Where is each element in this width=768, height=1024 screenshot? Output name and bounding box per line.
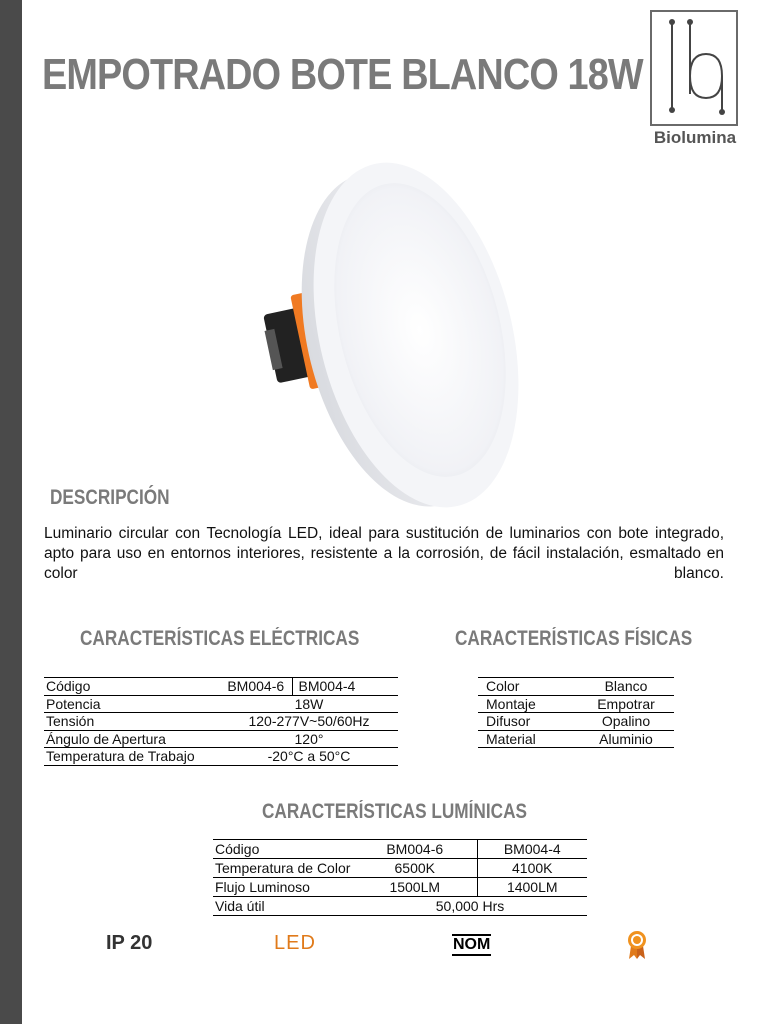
row-label: Temperatura de Trabajo	[46, 748, 195, 765]
life-label: Vida útil	[215, 898, 265, 914]
brand-name: Biolumina	[653, 128, 737, 147]
led-badge: LED	[274, 932, 316, 954]
row-value-2: BM004-4	[503, 841, 561, 857]
table-row	[44, 748, 398, 766]
table-row	[213, 878, 587, 897]
table-row	[478, 695, 674, 713]
product-title: EMPOTRADO BOTE BLANCO 18W	[42, 50, 643, 99]
row-value: Empotrar	[597, 695, 655, 712]
luminic-heading: CARACTERÍSTICAS LUMÍNICAS	[262, 800, 528, 823]
ip-rating-badge: IP 20	[106, 932, 153, 954]
row-label: Ángulo de Apertura	[46, 730, 166, 747]
row-label: Difusor	[486, 713, 531, 730]
table-row	[478, 713, 674, 731]
code-value-1: BM004-6	[220, 678, 292, 696]
row-value-2: 4100K	[512, 860, 553, 876]
description-text: Luminario circular con Tecnología LED, ideal para sustitución de luminarios con bote integrado, apto para uso en entornos interiores, resistente a la corrosión, de fácil instalación, esmaltado en color blanco.	[44, 525, 724, 582]
row-label: Montaje	[486, 695, 536, 712]
row-label: Color	[486, 678, 520, 695]
table-row	[478, 678, 674, 696]
row-label: Potencia	[46, 695, 101, 712]
table-row	[44, 730, 398, 748]
table-row	[213, 897, 587, 916]
nom-badge: NOM	[452, 934, 491, 956]
row-value: 120°	[294, 730, 324, 747]
left-side-bar	[0, 0, 22, 1024]
physical-heading: CARACTERÍSTICAS FÍSICAS	[455, 627, 693, 650]
row-value: 18W	[294, 695, 324, 712]
logo-frame	[650, 10, 738, 126]
row-value: -20°C a 50°C	[267, 748, 351, 765]
row-value-1: 6500K	[353, 859, 477, 878]
row-value: Opalino	[601, 713, 651, 730]
table-row	[44, 713, 398, 731]
row-label: Código	[215, 841, 260, 857]
physical-table	[478, 677, 674, 748]
row-label: Material	[486, 730, 536, 747]
logo-lb-icon	[652, 12, 736, 124]
electrical-heading: CARACTERÍSTICAS ELÉCTRICAS	[80, 627, 360, 650]
row-value-1: BM004-6	[353, 840, 477, 859]
row-value: 120-277V~50/60Hz	[248, 713, 370, 730]
row-label: Tensión	[46, 713, 95, 730]
table-row	[478, 730, 674, 748]
table-row	[213, 840, 587, 859]
table-row	[44, 695, 398, 713]
description-heading: DESCRIPCIÓN	[50, 486, 170, 509]
product-image	[240, 140, 540, 510]
code-value-2: BM004-4	[298, 678, 356, 695]
row-value-2: 1400LM	[506, 879, 558, 895]
table-row	[213, 859, 587, 878]
row-value: Blanco	[604, 678, 648, 695]
warranty-medal-icon	[626, 930, 648, 960]
row-label: Flujo Luminoso	[215, 879, 310, 895]
code-label: Código	[46, 678, 91, 695]
row-value-1: 1500LM	[353, 878, 477, 897]
row-label: Temperatura de Color	[215, 860, 351, 876]
brand-logo	[646, 8, 744, 150]
electrical-table	[44, 677, 398, 766]
luminic-table	[213, 839, 587, 916]
life-value: 50,000 Hrs	[435, 898, 505, 914]
row-value: Aluminio	[599, 730, 653, 747]
table-row	[44, 678, 398, 696]
